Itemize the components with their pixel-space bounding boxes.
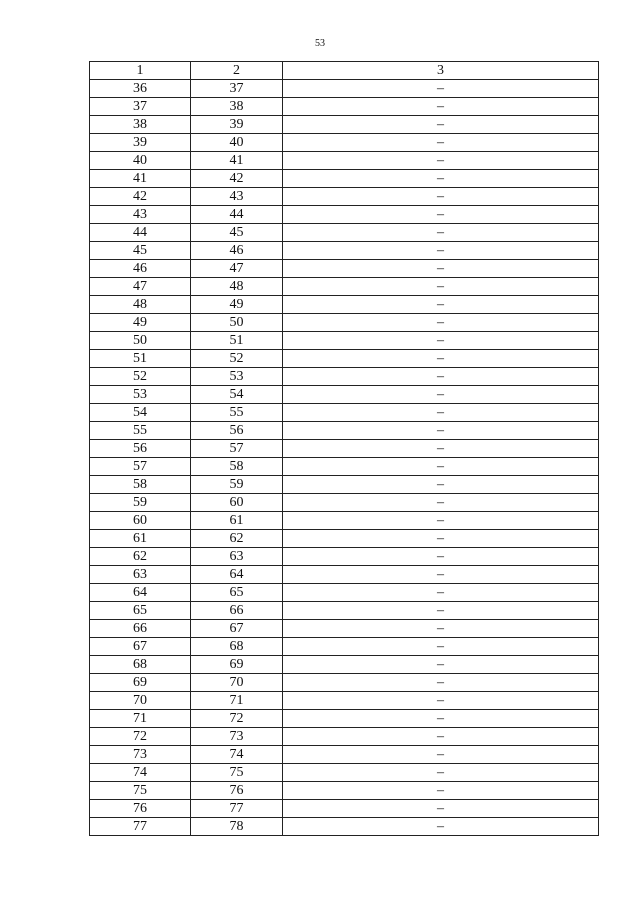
- cell-col-1: 73: [90, 746, 191, 764]
- cell-col-2: 70: [191, 674, 283, 692]
- cell-col-1: 36: [90, 80, 191, 98]
- cell-col-2: 62: [191, 530, 283, 548]
- cell-col-3: –: [283, 332, 599, 350]
- cell-col-3: –: [283, 224, 599, 242]
- cell-col-2: 52: [191, 350, 283, 368]
- table-row: [90, 800, 599, 818]
- cell-col-2: 45: [191, 224, 283, 242]
- cell-col-1: 40: [90, 152, 191, 170]
- cell-col-3: –: [283, 440, 599, 458]
- cell-col-3: –: [283, 404, 599, 422]
- table-row: [90, 818, 599, 836]
- table-row: [90, 260, 599, 278]
- column-header-3: 3: [283, 62, 599, 80]
- table-row: [90, 530, 599, 548]
- cell-col-3: –: [283, 458, 599, 476]
- cell-col-3: –: [283, 584, 599, 602]
- cell-col-3: –: [283, 566, 599, 584]
- cell-col-1: 55: [90, 422, 191, 440]
- cell-col-3: –: [283, 152, 599, 170]
- cell-col-1: 54: [90, 404, 191, 422]
- table-row: [90, 746, 599, 764]
- cell-col-2: 37: [191, 80, 283, 98]
- table-row: [90, 206, 599, 224]
- cell-col-2: 42: [191, 170, 283, 188]
- cell-col-1: 53: [90, 386, 191, 404]
- table-row: [90, 566, 599, 584]
- cell-col-3: –: [283, 494, 599, 512]
- page-number: 53: [315, 38, 325, 49]
- table-row: [90, 422, 599, 440]
- cell-col-3: –: [283, 764, 599, 782]
- table-row: [90, 692, 599, 710]
- cell-col-3: –: [283, 314, 599, 332]
- cell-col-1: 74: [90, 764, 191, 782]
- cell-col-2: 78: [191, 818, 283, 836]
- cell-col-3: –: [283, 260, 599, 278]
- table-row: [90, 368, 599, 386]
- cell-col-3: –: [283, 638, 599, 656]
- table-row: [90, 134, 599, 152]
- cell-col-2: 40: [191, 134, 283, 152]
- cell-col-2: 77: [191, 800, 283, 818]
- table-row: [90, 602, 599, 620]
- cell-col-2: 47: [191, 260, 283, 278]
- cell-col-3: –: [283, 350, 599, 368]
- cell-col-2: 48: [191, 278, 283, 296]
- cell-col-2: 69: [191, 656, 283, 674]
- cell-col-3: –: [283, 746, 599, 764]
- cell-col-2: 58: [191, 458, 283, 476]
- cell-col-1: 47: [90, 278, 191, 296]
- cell-col-1: 68: [90, 656, 191, 674]
- cell-col-2: 68: [191, 638, 283, 656]
- table-row: [90, 656, 599, 674]
- cell-col-2: 66: [191, 602, 283, 620]
- table-row: [90, 332, 599, 350]
- cell-col-2: 74: [191, 746, 283, 764]
- cell-col-3: –: [283, 296, 599, 314]
- cell-col-1: 70: [90, 692, 191, 710]
- cell-col-2: 44: [191, 206, 283, 224]
- cell-col-2: 55: [191, 404, 283, 422]
- cell-col-1: 49: [90, 314, 191, 332]
- table-row: [90, 152, 599, 170]
- table-row: [90, 728, 599, 746]
- cell-col-2: 57: [191, 440, 283, 458]
- cell-col-2: 59: [191, 476, 283, 494]
- table-row: [90, 170, 599, 188]
- column-header-1: 1: [90, 62, 191, 80]
- cell-col-3: –: [283, 80, 599, 98]
- cell-col-2: 39: [191, 116, 283, 134]
- table-body: [90, 80, 599, 836]
- cell-col-2: 38: [191, 98, 283, 116]
- cell-col-2: 50: [191, 314, 283, 332]
- cell-col-2: 63: [191, 548, 283, 566]
- cell-col-1: 48: [90, 296, 191, 314]
- cell-col-3: –: [283, 170, 599, 188]
- cell-col-3: –: [283, 278, 599, 296]
- cell-col-1: 38: [90, 116, 191, 134]
- cell-col-3: –: [283, 710, 599, 728]
- table-row: [90, 494, 599, 512]
- cell-col-3: –: [283, 512, 599, 530]
- cell-col-3: –: [283, 656, 599, 674]
- cell-col-3: –: [283, 692, 599, 710]
- cell-col-2: 73: [191, 728, 283, 746]
- table-row: [90, 440, 599, 458]
- table-row: [90, 278, 599, 296]
- table-row: [90, 764, 599, 782]
- table-row: [90, 512, 599, 530]
- header-row: [90, 62, 599, 80]
- cell-col-1: 44: [90, 224, 191, 242]
- cell-col-3: –: [283, 422, 599, 440]
- cell-col-1: 57: [90, 458, 191, 476]
- cell-col-1: 60: [90, 512, 191, 530]
- table-row: [90, 584, 599, 602]
- cell-col-1: 52: [90, 368, 191, 386]
- cell-col-3: –: [283, 818, 599, 836]
- cell-col-1: 63: [90, 566, 191, 584]
- table-row: [90, 476, 599, 494]
- cell-col-1: 72: [90, 728, 191, 746]
- table-row: [90, 80, 599, 98]
- table-row: [90, 224, 599, 242]
- cell-col-3: –: [283, 602, 599, 620]
- cell-col-3: –: [283, 530, 599, 548]
- cell-col-3: –: [283, 242, 599, 260]
- cell-col-1: 75: [90, 782, 191, 800]
- cell-col-3: –: [283, 116, 599, 134]
- table-row: [90, 116, 599, 134]
- cell-col-1: 56: [90, 440, 191, 458]
- cell-col-2: 60: [191, 494, 283, 512]
- cell-col-3: –: [283, 188, 599, 206]
- cell-col-3: –: [283, 674, 599, 692]
- table-row: [90, 314, 599, 332]
- cell-col-2: 65: [191, 584, 283, 602]
- table-row: [90, 782, 599, 800]
- cell-col-2: 67: [191, 620, 283, 638]
- table-row: [90, 242, 599, 260]
- cell-col-2: 64: [191, 566, 283, 584]
- table-row: [90, 638, 599, 656]
- cell-col-1: 50: [90, 332, 191, 350]
- table-row: [90, 188, 599, 206]
- cell-col-1: 67: [90, 638, 191, 656]
- cell-col-1: 71: [90, 710, 191, 728]
- cell-col-2: 71: [191, 692, 283, 710]
- cell-col-2: 61: [191, 512, 283, 530]
- table-row: [90, 386, 599, 404]
- cell-col-1: 39: [90, 134, 191, 152]
- cell-col-1: 62: [90, 548, 191, 566]
- data-table: [89, 61, 599, 836]
- table-row: [90, 548, 599, 566]
- cell-col-2: 76: [191, 782, 283, 800]
- cell-col-1: 37: [90, 98, 191, 116]
- cell-col-3: –: [283, 476, 599, 494]
- cell-col-1: 41: [90, 170, 191, 188]
- table-row: [90, 458, 599, 476]
- cell-col-2: 46: [191, 242, 283, 260]
- table-row: [90, 350, 599, 368]
- cell-col-1: 65: [90, 602, 191, 620]
- cell-col-2: 53: [191, 368, 283, 386]
- cell-col-1: 51: [90, 350, 191, 368]
- cell-col-2: 72: [191, 710, 283, 728]
- cell-col-1: 61: [90, 530, 191, 548]
- table-row: [90, 620, 599, 638]
- cell-col-1: 64: [90, 584, 191, 602]
- cell-col-2: 41: [191, 152, 283, 170]
- cell-col-3: –: [283, 98, 599, 116]
- cell-col-3: –: [283, 782, 599, 800]
- cell-col-3: –: [283, 800, 599, 818]
- table-header: [90, 62, 599, 80]
- table-row: [90, 710, 599, 728]
- cell-col-2: 56: [191, 422, 283, 440]
- column-header-2: 2: [191, 62, 283, 80]
- table-row: [90, 98, 599, 116]
- cell-col-1: 77: [90, 818, 191, 836]
- cell-col-1: 76: [90, 800, 191, 818]
- cell-col-3: –: [283, 548, 599, 566]
- cell-col-2: 75: [191, 764, 283, 782]
- cell-col-3: –: [283, 368, 599, 386]
- cell-col-1: 43: [90, 206, 191, 224]
- cell-col-2: 43: [191, 188, 283, 206]
- cell-col-1: 42: [90, 188, 191, 206]
- cell-col-1: 69: [90, 674, 191, 692]
- cell-col-3: –: [283, 206, 599, 224]
- cell-col-2: 49: [191, 296, 283, 314]
- cell-col-3: –: [283, 620, 599, 638]
- table-row: [90, 296, 599, 314]
- cell-col-1: 46: [90, 260, 191, 278]
- cell-col-2: 54: [191, 386, 283, 404]
- cell-col-1: 58: [90, 476, 191, 494]
- cell-col-3: –: [283, 386, 599, 404]
- table-row: [90, 674, 599, 692]
- cell-col-1: 45: [90, 242, 191, 260]
- cell-col-3: –: [283, 134, 599, 152]
- cell-col-2: 51: [191, 332, 283, 350]
- table-row: [90, 404, 599, 422]
- cell-col-1: 59: [90, 494, 191, 512]
- cell-col-1: 66: [90, 620, 191, 638]
- cell-col-3: –: [283, 728, 599, 746]
